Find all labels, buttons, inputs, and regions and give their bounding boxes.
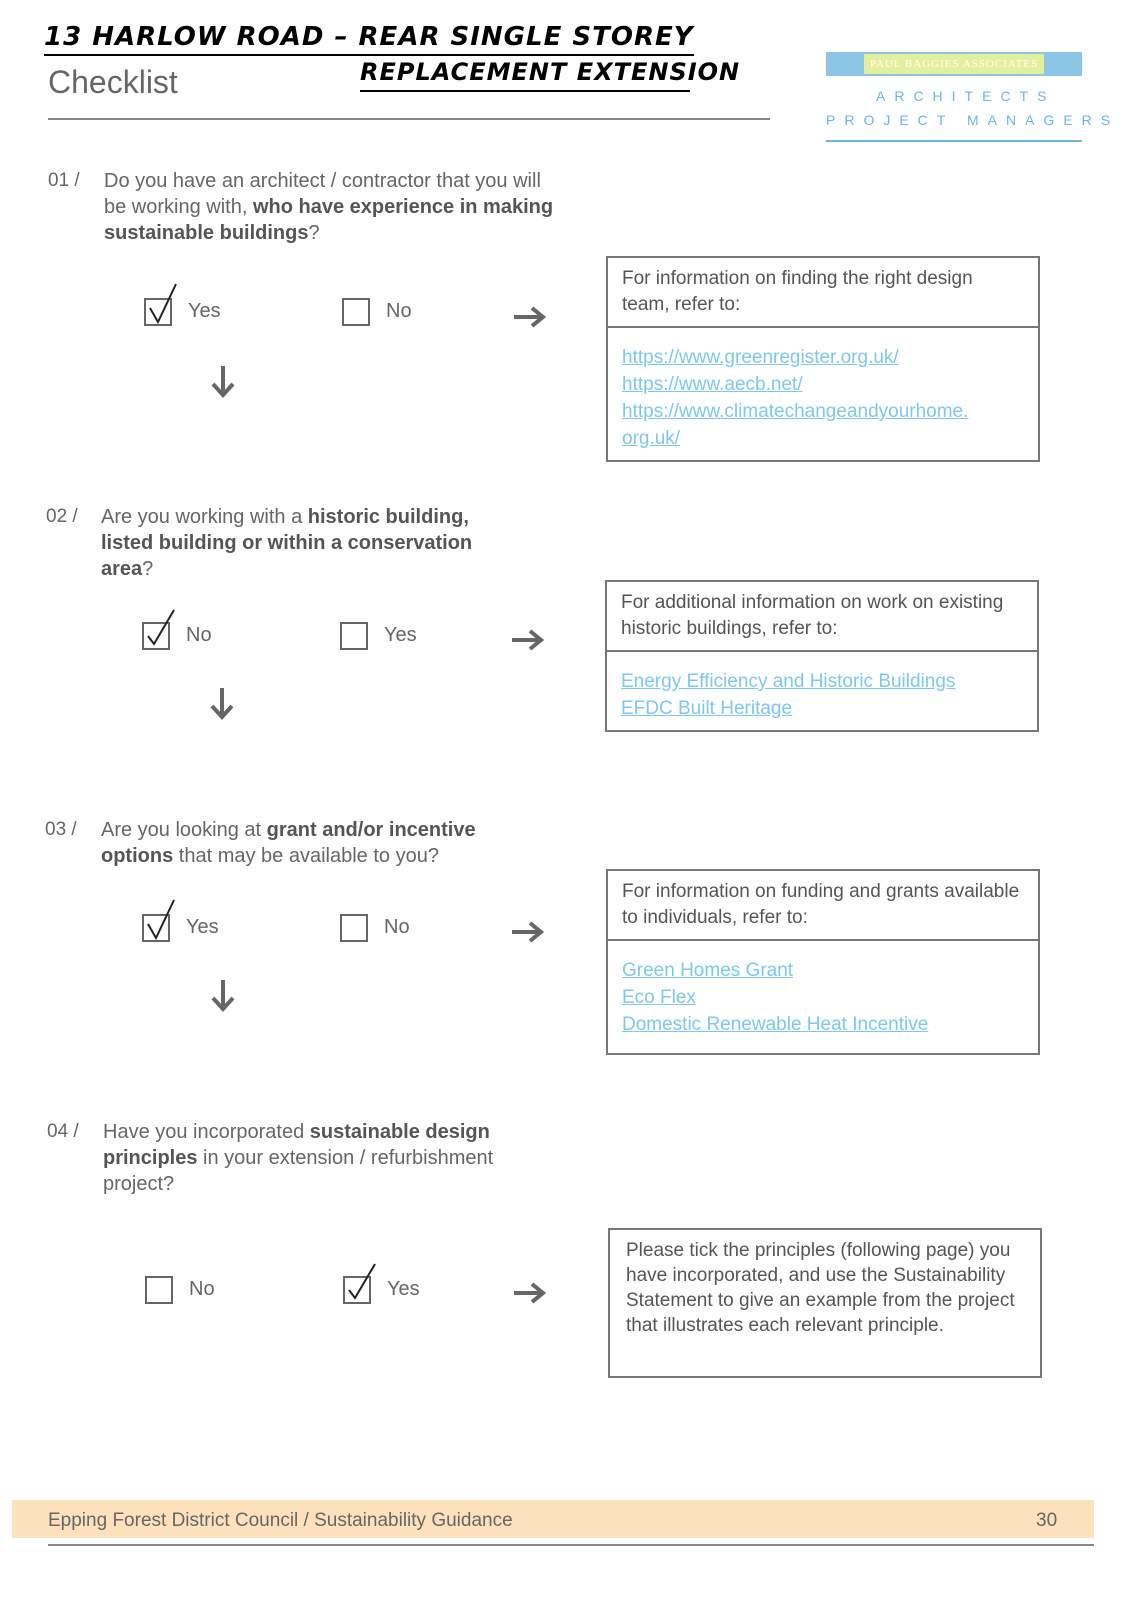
option-label: No: [386, 300, 412, 322]
question-1-text: Do you have an architect / contractor that you will be working with, who have experience in making sustainable buildings?: [104, 170, 554, 244]
logo-rule: [826, 140, 1082, 142]
link-greenregister[interactable]: https://www.greenregister.org.uk/: [622, 347, 899, 368]
option-label: Yes: [387, 1278, 420, 1300]
logo-line-managers: PROJECT MANAGERS: [826, 112, 1120, 128]
company-logo: [826, 52, 1120, 147]
title-divider: [48, 118, 770, 120]
link-climatechange-cont[interactable]: org.uk/: [622, 428, 681, 449]
checkbox[interactable]: [340, 914, 368, 942]
checkmark-icon: [144, 606, 178, 650]
checkmark-icon: [144, 898, 178, 942]
arrow-right-icon: [512, 1281, 548, 1305]
footer-text: Epping Forest District Council / Sustainability Guidance: [48, 1510, 513, 1531]
option-label: No: [384, 916, 410, 938]
link-energy-efficiency-historic[interactable]: Energy Efficiency and Historic Buildings: [621, 671, 956, 692]
option-label: Yes: [384, 624, 417, 646]
link-aecb[interactable]: https://www.aecb.net/: [622, 374, 803, 395]
checkbox[interactable]: [342, 298, 370, 326]
question-2-text: Are you working with a historic building, listed building or within a conservation area?: [101, 506, 473, 580]
arrow-right-icon: [510, 628, 546, 652]
info-box-heading: For additional information on work on existing historic buildings, refer to:: [607, 582, 1037, 652]
page-number: 30: [1036, 1510, 1058, 1531]
question-1-info-box: [606, 256, 1040, 462]
logo-banner-text: PAUL BAGGIES ASSOCIATES: [864, 54, 1044, 74]
question-4-text: Have you incorporated sustainable design principles in your extension / refurbishment project?: [103, 1121, 494, 1195]
option-label: No: [189, 1278, 215, 1300]
info-box-instructions: Please tick the principles (following page) you have incorporated, and use the Sustainability Statement to give an example from the project that illustrates each relevant principle.: [626, 1240, 1015, 1336]
question-4-number: 04 /: [47, 1121, 79, 1142]
handwritten-underline-2: [360, 90, 690, 92]
arrow-down-icon: [208, 978, 238, 1014]
logo-banner: [826, 52, 1082, 76]
question-2-number: 02 /: [46, 506, 78, 527]
link-domestic-rhi[interactable]: Domestic Renewable Heat Incentive: [622, 1014, 929, 1035]
checkbox[interactable]: [340, 622, 368, 650]
option-label: Yes: [186, 916, 219, 938]
link-green-homes-grant[interactable]: Green Homes Grant: [622, 960, 794, 981]
arrow-right-icon: [512, 305, 548, 329]
checkbox[interactable]: [145, 1276, 173, 1304]
handwritten-underline: [44, 54, 694, 56]
question-1-number: 01 /: [48, 170, 80, 191]
info-box-heading: For information on funding and grants available to individuals, refer to:: [608, 871, 1038, 941]
question-2-info-box: [605, 580, 1039, 732]
option-label: Yes: [188, 300, 221, 322]
arrow-down-icon: [207, 686, 237, 722]
link-climatechange[interactable]: https://www.climatechangeandyourhome.: [622, 401, 969, 422]
page-title: Checklist: [48, 64, 178, 100]
question-3-text: Are you looking at grant and/or incentive options that may be available to you?: [101, 819, 476, 867]
checkmark-icon: [146, 282, 180, 326]
info-box-heading: For information on finding the right design team, refer to:: [608, 258, 1038, 328]
question-4-info-box: [608, 1228, 1042, 1378]
link-eco-flex[interactable]: Eco Flex: [622, 987, 696, 1008]
link-efdc-built-heritage[interactable]: EFDC Built Heritage: [621, 698, 793, 719]
checkmark-icon: [345, 1260, 379, 1304]
handwritten-description: REPLACEMENT EXTENSION: [360, 58, 741, 86]
question-3-number: 03 /: [45, 819, 77, 840]
handwritten-address: 13 HARLOW ROAD – REAR SINGLE STOREY: [44, 22, 694, 52]
arrow-down-icon: [208, 364, 238, 400]
logo-line-architects: ARCHITECTS: [876, 88, 1056, 104]
question-3-info-box: [606, 869, 1040, 1055]
option-label: No: [186, 624, 212, 646]
footer-divider: [48, 1544, 1094, 1546]
arrow-right-icon: [510, 920, 546, 944]
